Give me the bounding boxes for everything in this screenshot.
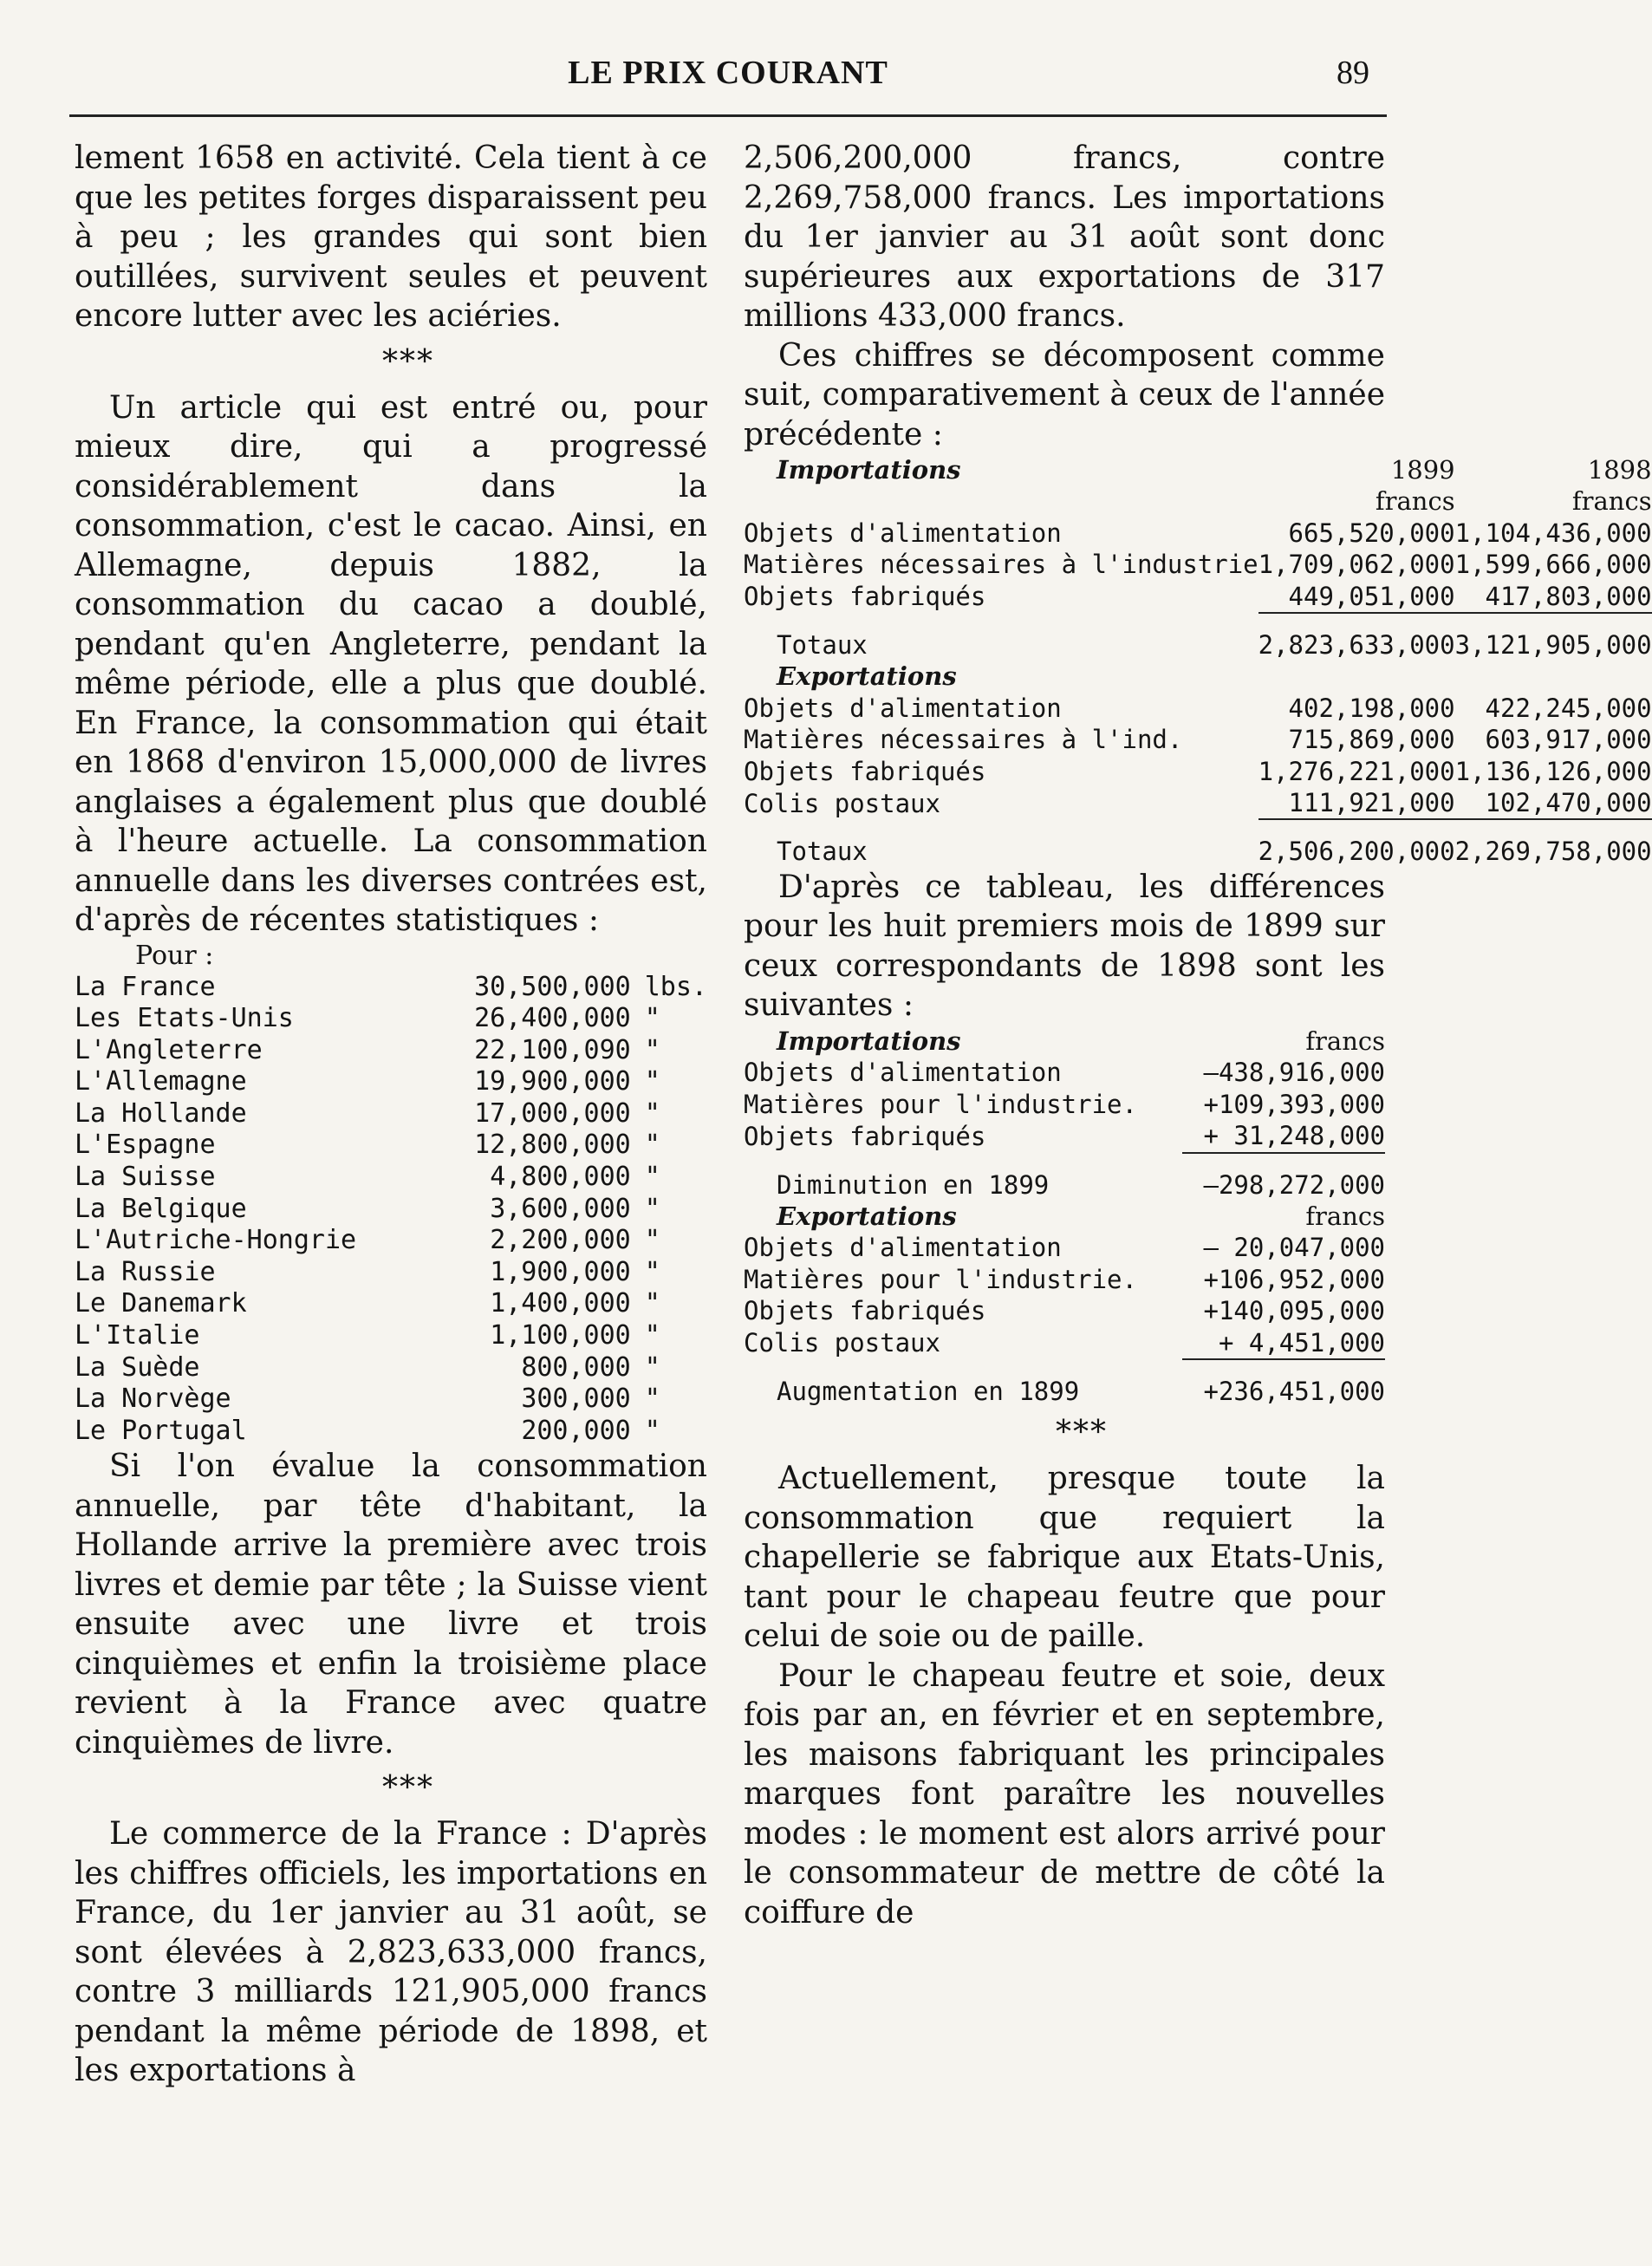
row-label: Matières nécessaires à l'ind. [744, 725, 1183, 755]
table-cell: 1,599,666,000 [1454, 550, 1652, 580]
table-row [744, 819, 1652, 832]
table-row [75, 1130, 707, 1162]
table-row [75, 972, 707, 1004]
unit-cell: " [644, 1034, 660, 1065]
table-row [744, 661, 1652, 692]
table-cell [744, 485, 1259, 517]
table-cell: — 20,047,000 [1203, 1233, 1385, 1263]
country-cell: La Hollande [75, 1097, 247, 1129]
value-cell: 3,600,000 [490, 1193, 631, 1224]
table-cell [744, 1359, 1182, 1372]
table-cell [1259, 819, 1455, 832]
paragraph: lement 1658 en activité. Cela tient à ce que les petites forges disparaissent peu à peu ; les grandes qui sont bien outillées, survivent seules et peuvent encore lutter avec les aciéries. [75, 140, 707, 334]
country-cell: La Suède [75, 1351, 200, 1383]
table-cell: 402,198,000 [1288, 693, 1455, 723]
unit-cell: " [644, 1193, 660, 1224]
country-cell: La Norvège [75, 1384, 231, 1415]
table-row [744, 1166, 1385, 1201]
difference-table [744, 1026, 1385, 1407]
total-label: Totaux [777, 837, 868, 867]
table-cell: + 4,451,000 [1218, 1327, 1385, 1358]
total-label: Totaux [777, 630, 868, 661]
row-label: Objets d'alimentation [744, 1233, 1062, 1263]
table-cell: 2,506,200,000 [1258, 837, 1455, 867]
page-number: 89 [1337, 55, 1369, 91]
unit-cell: " [644, 1351, 660, 1383]
unit-cell: " [644, 1066, 660, 1097]
section-separator: *** [382, 1770, 434, 1807]
country-cell: L'Italie [75, 1320, 200, 1351]
consumption-table [75, 972, 707, 1448]
unit-cell: " [644, 1003, 660, 1034]
table-cell: 1,276,221,000 [1258, 756, 1455, 786]
country-cell: La Russie [75, 1256, 216, 1287]
unit-cell: " [644, 1288, 660, 1319]
table-cell [1455, 613, 1652, 626]
table-cell: 715,869,000 [1288, 725, 1455, 755]
paragraph: Le commerce de la France : D'après les chiffres officiels, les importations en France, du 1er janvier au 31 août, se sont élevées à 2,823,633,000 francs, contre 3 milliards 121,905,000 francs pendant la même période de 1898, et les exportations à [75, 1816, 707, 2089]
table-cell [1455, 661, 1652, 692]
table-row [744, 1372, 1385, 1407]
table-row [744, 1201, 1385, 1232]
table-cell: +140,095,000 [1203, 1296, 1385, 1326]
table-row [744, 613, 1652, 626]
country-cell: L'Allemagne [75, 1066, 247, 1097]
journal-title: LE PRIX COURANT [568, 55, 888, 91]
country-cell: Le Danemark [75, 1288, 247, 1319]
unit-cell: " [644, 1130, 660, 1161]
table-cell: 665,520,000 [1288, 518, 1455, 548]
value-cell: 17,000,000 [474, 1097, 631, 1129]
unit-cell: " [644, 1415, 660, 1446]
value-cell: 200,000 [521, 1415, 631, 1446]
value-cell: 2,200,000 [490, 1225, 631, 1256]
value-cell: 1,400,000 [490, 1288, 631, 1319]
row-label: Objets fabriqués [744, 1121, 986, 1151]
table-row [744, 485, 1652, 517]
value-cell: 1,100,000 [490, 1320, 631, 1351]
table-cell [744, 613, 1259, 626]
table-cell: +109,393,000 [1203, 1089, 1385, 1119]
right-column [744, 139, 1652, 1932]
table-cell: 2,269,758,000 [1454, 837, 1652, 867]
table-row [744, 1359, 1385, 1372]
row-label: Objets fabriqués [744, 756, 986, 786]
value-cell: 22,100,090 [474, 1034, 631, 1065]
value-cell: 26,400,000 [474, 1003, 631, 1034]
section-separator: *** [382, 343, 434, 380]
table-cell [1182, 1153, 1385, 1166]
country-cell: Les Etats-Unis [75, 1003, 294, 1034]
country-cell: Le Portugal [75, 1415, 247, 1446]
value-cell: 800,000 [521, 1351, 631, 1383]
table-cell: —438,916,000 [1203, 1058, 1385, 1088]
currency-header: francs [1305, 1201, 1385, 1231]
country-cell: L'Angleterre [75, 1034, 263, 1065]
year-header: 1898 [1587, 455, 1652, 485]
section-label: Importations [777, 1026, 961, 1056]
row-label: Matières pour l'industrie. [744, 1089, 1137, 1119]
table-row [75, 1416, 707, 1448]
unit-cell: lbs. [644, 971, 707, 1002]
table-row [744, 724, 1652, 755]
table-cell: +106,952,000 [1203, 1264, 1385, 1294]
row-label: Objets d'alimentation [744, 1058, 1062, 1088]
table-cell: + 31,248,000 [1203, 1121, 1385, 1151]
total-label: Augmentation en 1899 [777, 1376, 1080, 1406]
unit-cell: " [644, 1256, 660, 1287]
row-label: Colis postaux [744, 788, 940, 818]
table-row [744, 1232, 1385, 1263]
table-row [744, 832, 1652, 867]
country-cell: La Belgique [75, 1193, 247, 1224]
table-cell: 111,921,000 [1288, 788, 1455, 818]
value-cell: 1,900,000 [490, 1256, 631, 1287]
table-row [75, 1320, 707, 1352]
table-cell [744, 1153, 1182, 1166]
table-row [744, 693, 1652, 724]
table-row [744, 518, 1652, 549]
table-cell: 422,245,000 [1485, 693, 1652, 723]
row-label: Matières pour l'industrie. [744, 1264, 1137, 1294]
trade-table [744, 454, 1652, 868]
table-cell [1259, 661, 1455, 692]
paragraph: 2,506,200,000 francs, contre 2,269,758,000 francs. Les importations du 1er janvier au 31 août sont donc supérieures aux exportations de 317 millions 433,000 francs. [744, 140, 1385, 334]
table-row [744, 1295, 1385, 1326]
table-row [75, 1225, 707, 1257]
paragraph: Si l'on évalue la consommation annuelle, par tête d'habitant, la Hollande arrive la première avec trois livres et demie par tête ; la Suisse vient ensuite avec une livre et trois cinquièmes et enfin la troisième place revient à la France avec quatre cinquièmes de livre. [75, 1449, 707, 1761]
table-row [75, 1194, 707, 1226]
page-header [69, 54, 1387, 106]
table-cell: +236,451,000 [1203, 1376, 1385, 1406]
unit-cell: " [644, 1384, 660, 1415]
value-cell: 19,900,000 [474, 1066, 631, 1097]
table-row [744, 626, 1652, 661]
currency-header: francs [1375, 486, 1455, 517]
value-cell: 30,500,000 [474, 971, 631, 1002]
table-row [744, 1153, 1385, 1166]
country-cell: L'Autriche-Hongrie [75, 1225, 357, 1256]
row-label: Objets fabriqués [744, 1296, 986, 1326]
table-cell [1259, 613, 1455, 626]
unit-cell: " [644, 1225, 660, 1256]
table-row [75, 1066, 707, 1098]
row-label: Objets d'alimentation [744, 518, 1062, 548]
country-cell: La France [75, 971, 216, 1002]
header-rule [69, 114, 1387, 117]
row-label: Colis postaux [744, 1328, 940, 1358]
left-column [75, 139, 707, 2091]
table-cell: 603,917,000 [1485, 725, 1652, 755]
table-row [744, 549, 1652, 580]
section-label: Exportations [777, 661, 957, 692]
table-row [75, 1098, 707, 1130]
table-cell: 1,709,062,000 [1258, 550, 1455, 580]
table-row [744, 1327, 1385, 1359]
table-row [744, 1026, 1385, 1057]
total-label: Diminution en 1899 [777, 1169, 1050, 1200]
paragraph: Pour le chapeau feutre et soie, deux fois par an, en février et en septembre, les maisons fabriquant les principales marques font paraître les nouvelles modes : le moment est alors arrivé pour le consommateur de mettre de côté la coiffure de [744, 1657, 1385, 1931]
section-label: Importations [777, 455, 961, 485]
table-cell [744, 819, 1259, 832]
paragraph: Un article qui est entré ou, pour mieux dire, qui a progressé considérablement dans la consommation, c'est le cacao. Ainsi, en Allemagne, depuis 1882, la consommation du cacao a doublé, pendant qu'en Angleterre, pendant la même période, elle a plus que doublé. En France, la consommation qui était en 1868 d'environ 15,000,000 de livres anglaises a également plus que doublé à l'heure actuelle. La consommation annuelle dans les diverses contrées est, d'après de récentes statistiques : [75, 389, 707, 938]
paragraph: Actuellement, presque toute la consommation que requiert la chapellerie se fabrique aux Etats-Unis, tant pour le chapeau feutre que pour celui de soie ou de paille. [744, 1461, 1385, 1655]
table-row [75, 1035, 707, 1067]
section-separator: *** [1056, 1415, 1108, 1451]
table-row [744, 1264, 1385, 1295]
table-cell: —298,272,000 [1203, 1169, 1385, 1200]
value-cell: 4,800,000 [490, 1162, 631, 1193]
year-header: 1899 [1390, 455, 1455, 485]
currency-header: francs [1571, 486, 1652, 517]
table-row [744, 1120, 1385, 1152]
table-row [75, 1384, 707, 1416]
section-label: Exportations [777, 1201, 957, 1231]
table-row [75, 1257, 707, 1289]
paragraph: D'après ce tableau, les différences pour les huit premiers mois de 1899 sur ceux correspondants de 1898 sont les suivantes : [744, 869, 1385, 1024]
table-row [744, 1057, 1385, 1088]
table-row [744, 756, 1652, 787]
value-cell: 300,000 [521, 1384, 631, 1415]
table-cell [1455, 819, 1652, 832]
country-cell: La Suisse [75, 1162, 216, 1193]
table-cell: 1,136,126,000 [1454, 756, 1652, 786]
table-cell: 417,803,000 [1485, 581, 1652, 611]
table-cell: 3,121,905,000 [1454, 630, 1652, 661]
table-intro: Pour : [135, 940, 214, 971]
row-label: Objets fabriqués [744, 582, 986, 612]
currency-header: francs [1305, 1026, 1385, 1056]
value-cell: 12,800,000 [474, 1130, 631, 1161]
table-row [75, 1288, 707, 1320]
table-cell: 449,051,000 [1288, 581, 1455, 611]
table-row [744, 581, 1652, 613]
unit-cell: " [644, 1097, 660, 1129]
paragraph: Ces chiffres se décomposent comme suit, comparativement à ceux de l'année précédente : [744, 337, 1385, 453]
table-cell: 2,823,633,000 [1258, 630, 1455, 661]
unit-cell: " [644, 1162, 660, 1193]
table-row [75, 1003, 707, 1035]
table-row [744, 454, 1652, 485]
table-row [75, 1162, 707, 1194]
table-cell [1182, 1359, 1385, 1372]
table-row [75, 1352, 707, 1384]
table-row [744, 787, 1652, 819]
row-label: Objets d'alimentation [744, 693, 1062, 723]
country-cell: L'Espagne [75, 1130, 216, 1161]
table-row [744, 1089, 1385, 1120]
unit-cell: " [644, 1320, 660, 1351]
row-label: Matières nécessaires à l'industrie [744, 550, 1259, 580]
table-cell: 1,104,436,000 [1454, 518, 1652, 548]
table-cell: 102,470,000 [1485, 788, 1652, 818]
